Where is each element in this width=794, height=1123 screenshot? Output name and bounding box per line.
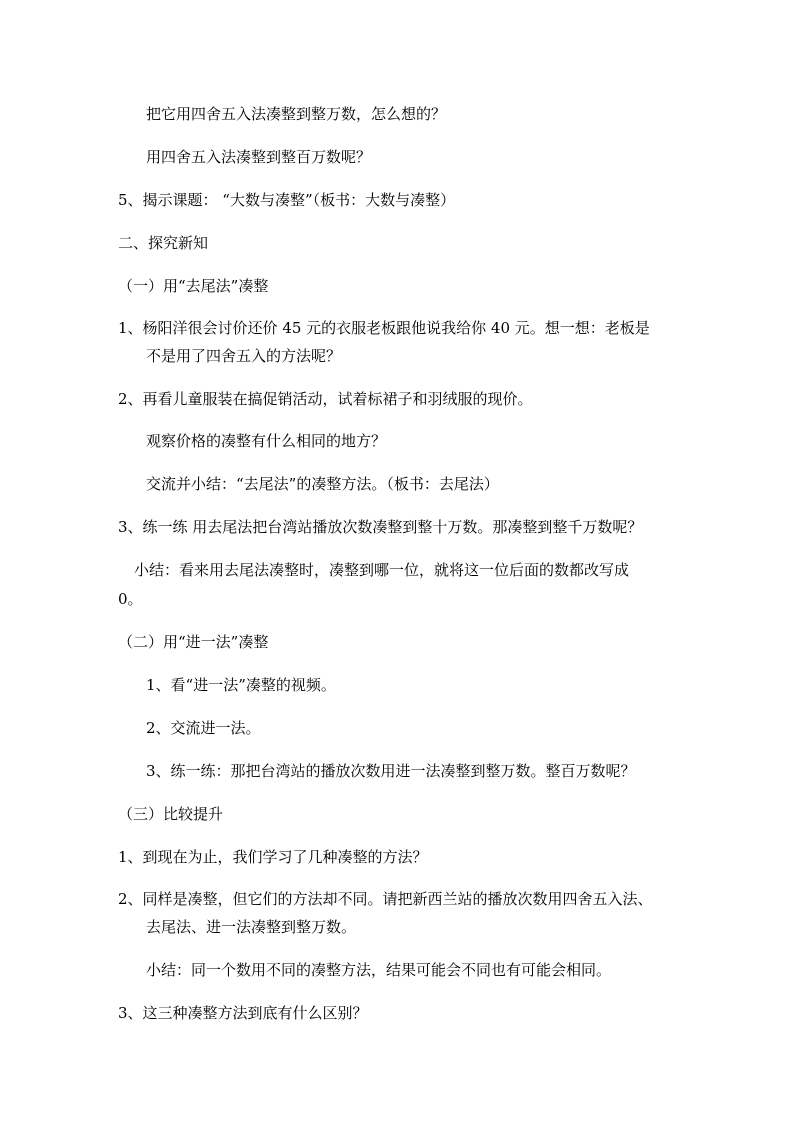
text-line: 5、揭示课题： “大数与凑整”（板书：大数与凑整）	[118, 191, 456, 209]
text-line: 把它用四舍五入法凑整到整万数，怎么想的？	[146, 105, 447, 123]
text-line: 3、练一练：那把台湾站的播放次数用进一法凑整到整万数。整百万数呢？	[146, 762, 636, 780]
text-line: 1、看“进一法”凑整的视频。	[146, 676, 336, 694]
subsection-heading: （一）用“去尾法”凑整	[118, 277, 269, 295]
text-line: 观察价格的凑整有什么相同的地方？	[146, 432, 387, 450]
text-line: 2、再看儿童服装在搞促销活动，试着标裙子和羽绒服的现价。	[118, 390, 533, 408]
text-line: 0。	[118, 590, 143, 608]
text-line: 去尾法、进一法凑整到整万数。	[146, 918, 357, 936]
text-line: 3、练一练 用去尾法把台湾站播放次数凑整到整十万数。那凑整到整千万数呢？	[118, 518, 643, 536]
text-line: 1、到现在为止，我们学习了几种凑整的方法？	[118, 848, 428, 866]
text-line: 用四舍五入法凑整到整百万数呢？	[146, 148, 372, 166]
text-line: 1、杨阳洋很会讨价还价 45 元的衣服老板跟他说我给你 40 元。想一想：老板是	[118, 319, 650, 337]
subsection-heading: （三）比较提升	[118, 805, 224, 823]
text-line: 小结：同一个数用不同的凑整方法，结果可能会不同也有可能会相同。	[146, 961, 612, 979]
text-line: 2、交流进一法。	[146, 719, 261, 737]
text-line: 小结：看来用去尾法凑整时，凑整到哪一位，就将这一位后面的数都改写成	[134, 561, 630, 579]
section-heading: 二、探究新知	[118, 234, 209, 252]
text-line: 2、同样是凑整，但它们的方法却不同。请把新西兰站的播放次数用四舍五入法、	[118, 890, 653, 908]
text-line: 不是用了四舍五入的方法呢？	[146, 347, 342, 365]
subsection-heading: （二）用“进一法”凑整	[118, 633, 269, 651]
text-line: 交流并小结：“去尾法”的凑整方法。（板书：去尾法）	[146, 475, 499, 493]
text-line: 3、这三种凑整方法到底有什么区别？	[118, 1004, 368, 1022]
